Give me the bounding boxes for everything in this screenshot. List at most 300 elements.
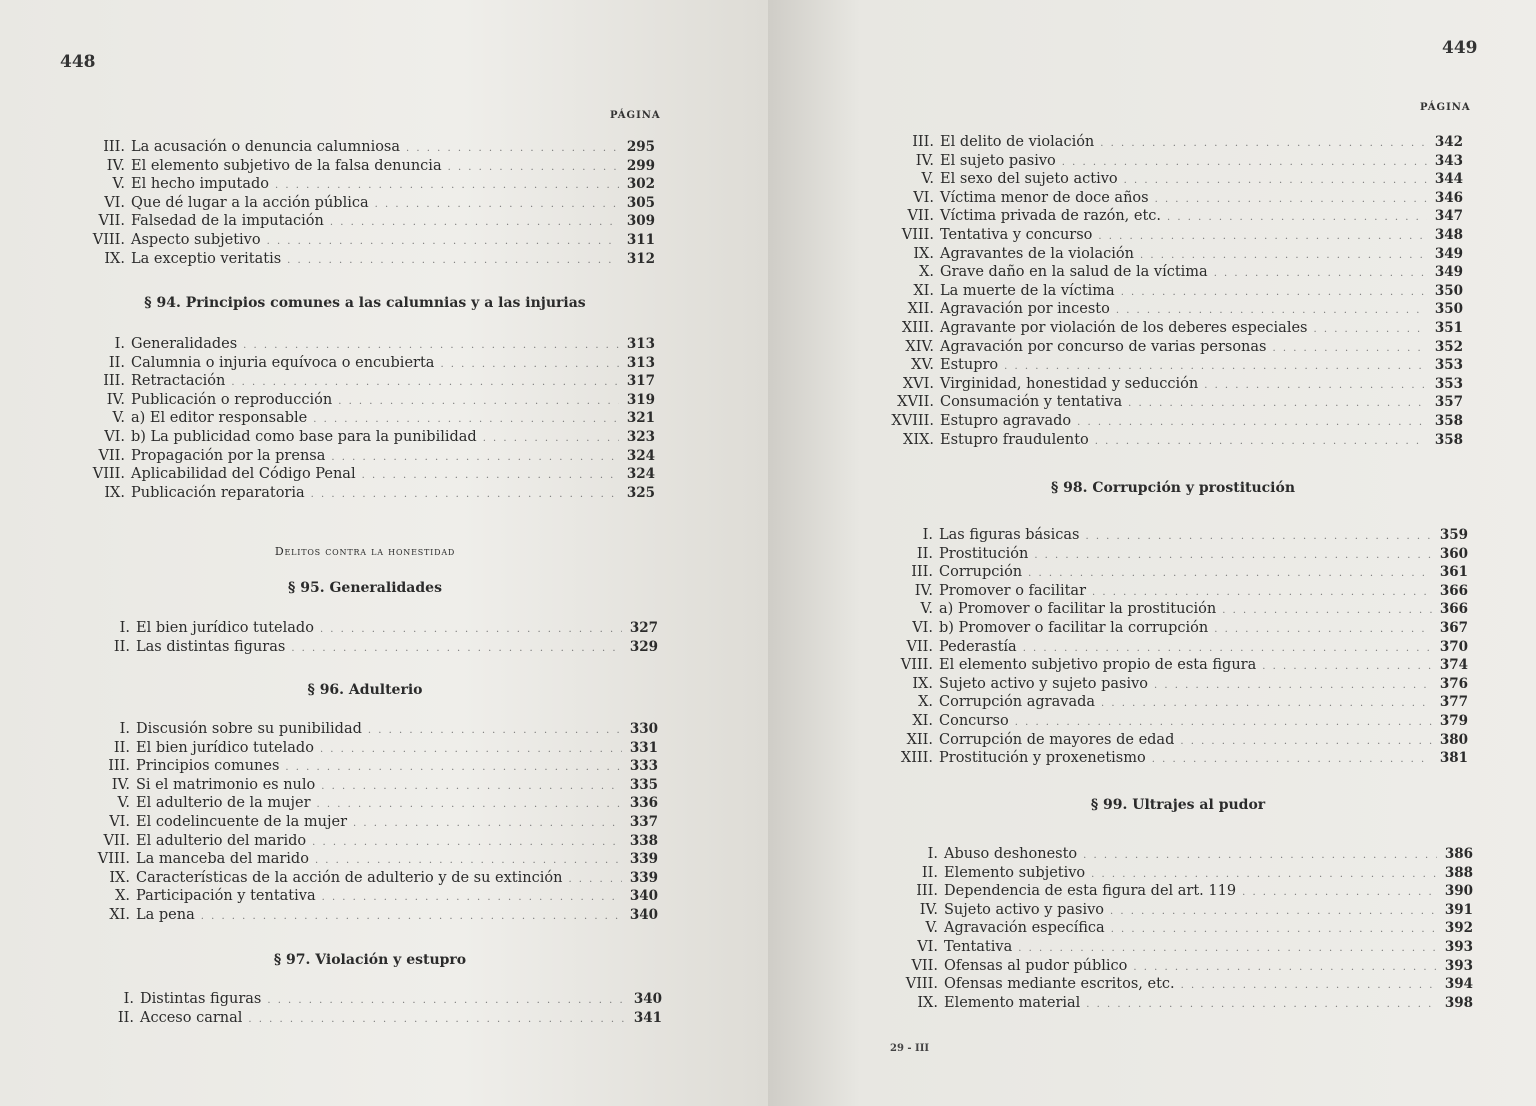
dot-leader [368,722,622,741]
entry-number: I. [123,991,134,1007]
section-heading: § 97. Violación y estupro [273,952,467,968]
entry-number: X. [115,888,130,905]
entry-title: Estupro [940,357,999,374]
entry-number: XI. [913,282,934,299]
entry-page: 349 [1434,264,1463,281]
entry-title: Agravación por concurso de varias personas [940,338,1267,355]
toc-entry [868,338,1463,357]
entry-number: IX. [917,994,938,1011]
entry-title: La manceba del marido [136,851,309,868]
entry-title: Prostitución y proxenetismo [939,750,1146,767]
entry-title: Agravantes de la violación [940,245,1134,262]
entry-number: VI. [913,189,934,206]
toc-entry [75,212,655,231]
toc-entry [80,757,658,776]
toc-entry [868,431,1463,450]
toc-group [80,720,658,925]
dot-leader [1222,602,1432,621]
dot-leader [338,393,619,412]
entry-page: 299 [626,157,655,174]
entry-page: 349 [1434,245,1463,262]
entry-page: 358 [1434,412,1463,429]
toc-group [868,133,1463,449]
toc-entry [868,263,1463,282]
entry-title: Falsedad de la imputación [131,213,324,230]
dot-leader [1155,191,1427,210]
dot-leader [448,159,619,178]
entry-page: 329 [629,638,658,655]
entry-page: 302 [626,176,655,193]
entry-title: Estupro fraudulento [940,431,1089,448]
entry-number: XV. [911,357,934,374]
entry-page: 377 [1439,694,1468,711]
dot-leader [1121,284,1427,303]
toc-entry [80,906,658,925]
entry-number: IX. [104,484,125,501]
toc-entry [883,545,1468,564]
entry-number: XI. [109,906,130,923]
dot-leader [1086,996,1437,1015]
entry-title: Corrupción [939,564,1023,581]
entry-number: IV. [919,901,938,918]
entry-title: Agravante por violación de los deberes especiales [940,319,1308,336]
toc-entry [75,175,655,194]
entry-page: 350 [1434,282,1463,299]
section-heading: § 94. Principios comunes a las calumnias y a las injurias [144,295,586,311]
entry-title: Las figuras básicas [939,527,1080,543]
toc-entry [80,619,658,638]
entry-number: VI. [912,619,933,636]
entry-title: Calumnia o injuria equívoca o encubierta [131,354,435,371]
dot-leader [1111,921,1437,940]
entry-page: 340 [633,991,662,1007]
entry-number: II. [916,545,933,562]
toc-group [75,335,655,502]
entry-title: Publicación reparatoria [131,484,305,501]
dot-leader [1034,547,1432,566]
entry-page: 341 [633,1009,662,1026]
dot-leader [1110,903,1437,922]
entry-page: 305 [626,194,655,211]
entry-page: 374 [1439,657,1468,674]
dot-leader [1214,265,1427,284]
toc-entry [868,393,1463,412]
entry-number: XIV. [905,338,934,355]
entry-number: VII. [98,447,125,464]
entry-page: 370 [1439,638,1468,655]
toc-entry [80,832,658,851]
entry-number: VI. [917,938,938,955]
entry-title: Retractación [131,373,226,390]
entry-number: I. [922,527,933,543]
toc-entry [883,749,1468,768]
entry-page: 351 [1434,319,1463,336]
entry-page: 340 [629,906,658,923]
entry-number: IV. [915,152,934,169]
dot-leader [568,871,622,890]
entry-number: II. [108,354,125,371]
page-number: 449 [1442,38,1478,58]
entry-title: Sujeto activo y pasivo [944,901,1105,918]
entry-page: 337 [629,813,658,830]
toc-entry [80,813,658,832]
entry-page: 353 [1434,357,1463,374]
entry-number: IV. [914,582,933,599]
entry-title: El bien jurídico tutelado [136,739,314,756]
entry-number: XI. [912,712,933,729]
entry-page: 392 [1444,920,1473,937]
dot-leader [1098,228,1427,247]
dot-leader [322,889,622,908]
dot-leader [287,252,619,271]
entry-title: Tentativa [944,938,1013,955]
entry-number: II. [113,638,130,655]
dot-leader [1167,209,1427,228]
entry-title: El sujeto pasivo [940,152,1056,169]
toc-entry [80,887,658,906]
entry-page: 336 [629,795,658,812]
entry-page: 324 [626,466,655,483]
entry-page: 317 [626,373,655,390]
entry-number: V. [921,171,934,188]
entry-page: 321 [626,410,655,427]
entry-title: Principios comunes [136,758,280,775]
dot-leader [483,430,619,449]
entry-title: Agravación por incesto [940,301,1110,318]
entry-number: III. [103,139,125,155]
toc-entry [868,245,1463,264]
entry-page: 390 [1444,883,1473,900]
entry-title: Virginidad, honestidad y seducción [940,375,1199,392]
entry-page: 309 [626,213,655,230]
toc-entry [883,731,1468,750]
entry-page: 361 [1439,564,1468,581]
entry-number: II. [113,739,130,756]
entry-number: I. [119,721,130,737]
entry-page: 323 [626,428,655,445]
entry-page: 367 [1439,619,1468,636]
entry-title: El hecho imputado [131,176,270,193]
entry-title: Que dé lugar a la acción pública [131,194,369,211]
entry-page: 311 [626,231,655,248]
entry-page: 353 [1434,375,1463,392]
toc-entry [883,582,1468,601]
toc-group [80,619,658,656]
toc-group [883,526,1468,768]
entry-number: II. [921,864,938,881]
entry-page: 330 [629,721,658,737]
toc-entry [80,739,658,758]
toc-entry [75,465,655,484]
entry-page: 386 [1444,846,1473,862]
entry-number: I. [927,846,938,862]
entry-page: 360 [1439,545,1468,562]
toc-entry [883,526,1468,545]
entry-number: V. [112,410,125,427]
toc-entry [888,994,1473,1013]
entry-number: VIII. [97,851,130,868]
entry-number: VII. [98,213,125,230]
entry-page: 357 [1434,394,1463,411]
signature-mark: 29 - III [890,1043,930,1054]
toc-entry [84,1009,662,1028]
dot-leader [1077,414,1427,433]
entry-number: V. [925,920,938,937]
entry-title: Grave daño en la salud de la víctima [940,264,1208,281]
entry-title: Consumación y tentativa [940,394,1123,411]
toc-entry [75,447,655,466]
toc-entry [75,391,655,410]
entry-number: VII. [103,832,130,849]
toc-entry [883,712,1468,731]
toc-entry [868,356,1463,375]
entry-page: 348 [1434,226,1463,243]
entry-number: XVII. [897,394,934,411]
entry-number: V. [920,601,933,618]
entry-number: V. [117,795,130,812]
entry-page: 398 [1444,994,1473,1011]
toc-entry [888,864,1473,883]
dot-leader [1154,677,1432,696]
toc-entry [80,720,658,739]
entry-page: 381 [1439,750,1468,767]
entry-page: 393 [1444,938,1473,955]
dot-leader [1214,621,1432,640]
entry-title: La muerte de la víctima [940,282,1115,299]
dot-leader [1095,433,1427,452]
entry-page: 339 [629,869,658,886]
entry-number: IV. [111,776,130,793]
entry-number: III. [103,373,125,390]
entry-number: V. [112,176,125,193]
entry-title: Acceso carnal [140,1009,243,1026]
dot-leader [1128,395,1427,414]
entry-title: Generalidades [131,336,238,352]
entry-number: VII. [911,957,938,974]
entry-page: 313 [626,354,655,371]
dot-leader [1101,695,1432,714]
entry-page: 366 [1439,601,1468,618]
toc-entry [75,484,655,503]
entry-page: 325 [626,484,655,501]
entry-title: a) El editor responsable [131,410,308,427]
entry-title: Víctima privada de razón, etc. [940,208,1162,225]
entry-page: 380 [1439,731,1468,748]
entry-number: VI. [104,194,125,211]
entry-number: X. [918,694,933,711]
entry-page: 338 [629,832,658,849]
dot-leader [1085,528,1432,547]
toc-group [75,138,655,268]
entry-page: 295 [626,139,655,155]
entry-page: 319 [626,391,655,408]
entry-page: 350 [1434,301,1463,318]
toc-entry [868,207,1463,226]
entry-title: Elemento subjetivo [944,864,1086,881]
entry-title: Aspecto subjetivo [131,231,261,248]
entry-number: XIX. [903,431,934,448]
dot-leader [1204,377,1427,396]
entry-page: 376 [1439,675,1468,692]
entry-page: 312 [626,250,655,267]
entry-title: Elemento material [944,994,1081,1011]
entry-title: El bien jurídico tutelado [136,620,314,636]
toc-entry [868,189,1463,208]
toc-entry [75,372,655,391]
toc-entry [888,957,1473,976]
entry-page: 340 [629,888,658,905]
entry-number: IV. [106,157,125,174]
section-heading: § 96. Adulterio [307,682,423,698]
toc-entry [868,412,1463,431]
toc-group [888,845,1473,1012]
entry-page: 327 [629,620,658,636]
dot-leader [331,449,619,468]
dot-leader [1272,340,1427,359]
entry-title: Promover o facilitar [939,582,1086,599]
dot-leader [1242,884,1437,903]
entry-title: Prostitución [939,545,1029,562]
entry-page: 324 [626,447,655,464]
entry-title: Agravación específica [944,920,1105,937]
toc-entry [75,335,655,354]
entry-page: 344 [1434,171,1463,188]
entry-title: El elemento subjetivo de la falsa denuncia [131,157,442,174]
dot-leader [248,1011,626,1030]
toc-entry [883,693,1468,712]
entry-title: Ofensas mediante escritos, etc. [944,976,1175,993]
entry-title: Víctima menor de doce años [940,189,1149,206]
dot-leader [1262,658,1432,677]
dot-leader [1181,977,1437,996]
toc-entry [75,138,655,157]
entry-number: III. [916,883,938,900]
toc-entry [868,152,1463,171]
toc-entry [883,638,1468,657]
toc-entry [75,409,655,428]
entry-number: VIII. [92,466,125,483]
toc-entry [80,794,658,813]
part-title: Delitos contra la honestidad [274,545,456,558]
entry-title: Sujeto activo y sujeto pasivo [939,675,1149,692]
entry-title: b) La publicidad como base para la punibilidad [131,428,477,445]
entry-page: 343 [1434,152,1463,169]
toc-entry [883,563,1468,582]
dot-leader [201,908,622,927]
entry-title: Si el matrimonio es nulo [136,776,316,793]
toc-entry [883,675,1468,694]
toc-entry [868,319,1463,338]
entry-title: Ofensas al pudor público [944,957,1128,974]
toc-entry [868,300,1463,319]
column-header: PÁGINA [610,110,661,121]
entry-number: XII. [906,731,933,748]
toc-group [84,990,662,1027]
entry-page: 339 [629,851,658,868]
dot-leader [362,467,619,486]
toc-entry [888,882,1473,901]
dot-leader [1124,172,1427,191]
entry-number: II. [117,1009,134,1026]
dot-leader [285,759,622,778]
entry-page: 379 [1439,712,1468,729]
toc-entry [75,428,655,447]
entry-page: 394 [1444,976,1473,993]
entry-title: Abuso deshonesto [944,846,1078,862]
entry-title: El codelincuente de la mujer [136,813,348,830]
entry-title: El delito de violación [940,134,1095,150]
page-number: 448 [60,52,96,72]
dot-leader [1133,959,1437,978]
entry-title: El adulterio del marido [136,832,307,849]
toc-entry [868,133,1463,152]
entry-title: Dependencia de esta figura del art. 119 [944,883,1237,900]
entry-title: Las distintas figuras [136,638,286,655]
entry-title: b) Promover o facilitar la corrupción [939,619,1209,636]
entry-number: IX. [913,245,934,262]
toc-entry [888,919,1473,938]
entry-number: IX. [104,250,125,267]
entry-title: Discusión sobre su punibilidad [136,721,362,737]
dot-leader [320,621,622,640]
dot-leader [320,741,622,760]
entry-page: 393 [1444,957,1473,974]
entry-title: Publicación o reproducción [131,391,333,408]
entry-page: 342 [1434,134,1463,150]
entry-title: Propagación por la prensa [131,447,326,464]
entry-number: VIII. [900,657,933,674]
toc-entry [84,990,662,1009]
toc-entry [75,354,655,373]
entry-number: XVIII. [891,412,934,429]
entry-page: 366 [1439,582,1468,599]
entry-number: XIII. [901,319,934,336]
toc-entry [80,776,658,795]
section-heading: § 98. Corrupción y prostitución [1050,480,1296,496]
entry-number: IV. [106,391,125,408]
entry-title: Participación y tentativa [136,888,316,905]
dot-leader [375,196,619,215]
entry-number: XIII. [900,750,933,767]
entry-number: IX. [109,869,130,886]
toc-entry [80,850,658,869]
toc-entry [80,638,658,657]
entry-title: Distintas figuras [140,991,262,1007]
dot-leader [330,214,619,233]
toc-entry [868,375,1463,394]
dot-leader [267,992,626,1011]
toc-entry [75,194,655,213]
toc-entry [868,226,1463,245]
entry-number: VI. [104,428,125,445]
toc-entry [888,975,1473,994]
dot-leader [1313,321,1427,340]
entry-title: El elemento subjetivo propio de esta figura [939,657,1257,674]
dot-leader [291,640,622,659]
toc-entry [883,619,1468,638]
entry-number: VI. [109,813,130,830]
toc-entry [75,250,655,269]
entry-title: Concurso [939,712,1009,729]
entry-page: 313 [626,336,655,352]
toc-entry [883,656,1468,675]
dot-leader [1083,847,1437,866]
entry-page: 352 [1434,338,1463,355]
toc-entry [80,869,658,888]
entry-number: VIII. [905,976,938,993]
entry-title: Corrupción de mayores de edad [939,731,1175,748]
toc-entry [888,938,1473,957]
